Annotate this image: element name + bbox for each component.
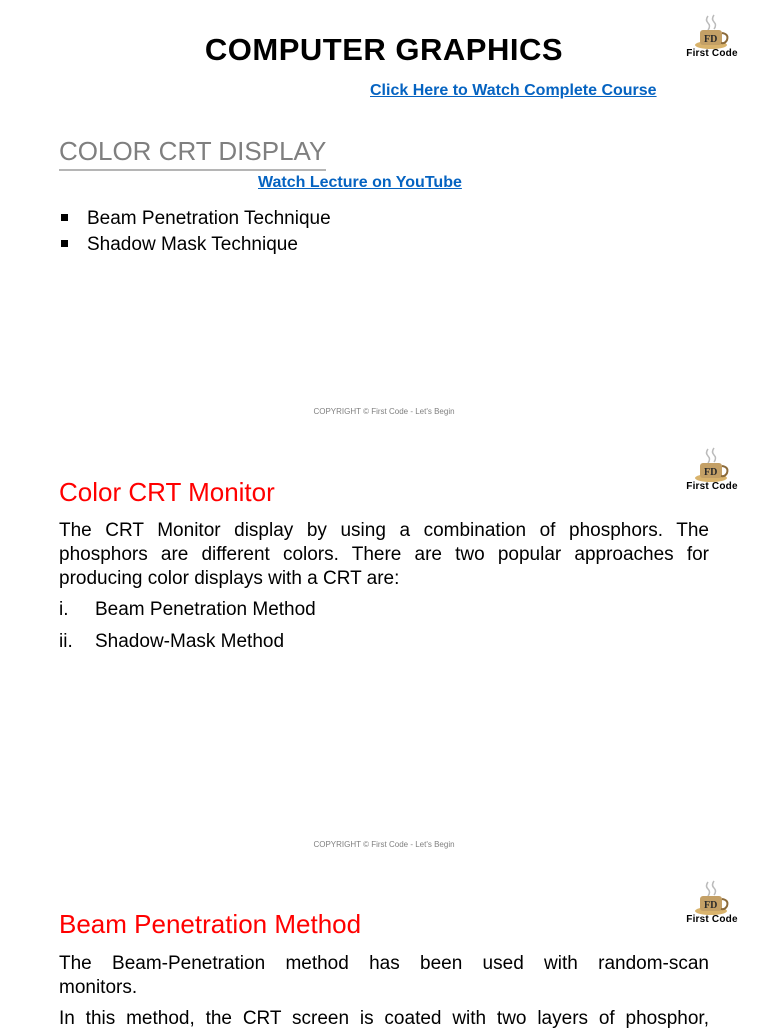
svg-text:FD: FD <box>704 34 718 45</box>
coffee-cup-icon <box>692 880 732 916</box>
list-item <box>59 208 331 234</box>
logo-label: First Code <box>686 481 738 492</box>
section-heading: Beam Penetration Method <box>59 909 362 939</box>
list-item-number: ii. <box>59 631 73 652</box>
section-heading: COLOR CRT DISPLAY <box>59 136 326 171</box>
logo-label: First Code <box>686 914 738 925</box>
square-bullet-icon <box>61 240 68 247</box>
list-item-label: Beam Penetration Method <box>95 599 316 620</box>
watch-course-link[interactable]: Click Here to Watch Complete Course <box>370 82 657 99</box>
paragraph-line: The Beam-Penetration method has been used with random-scan <box>59 953 709 974</box>
watch-youtube-link[interactable]: Watch Lecture on YouTube <box>258 174 462 191</box>
svg-text:FD: FD <box>704 467 718 478</box>
svg-text:FD: FD <box>704 900 718 911</box>
list-item <box>59 630 284 654</box>
first-code-logo <box>682 447 742 499</box>
paragraph <box>59 519 709 591</box>
list-item-label: Shadow Mask Technique <box>87 234 298 255</box>
copyright-footer: COPYRIGHT © First Code - Let's Begin <box>313 407 455 416</box>
paragraph-line: monitors. <box>59 977 138 998</box>
list-item <box>59 598 316 622</box>
paragraph <box>59 1007 709 1031</box>
slide-1 <box>0 0 768 433</box>
paragraph-line: In this method, the CRT screen is coated with two layers of phosphor, <box>59 1008 709 1029</box>
list-item-label: Shadow-Mask Method <box>95 631 285 652</box>
coffee-cup-icon <box>692 447 732 483</box>
logo-label: First Code <box>686 48 738 59</box>
section-heading: Color CRT Monitor <box>59 477 275 507</box>
square-bullet-icon <box>61 214 68 221</box>
list-item <box>59 234 331 260</box>
paragraph <box>59 952 709 1000</box>
paragraph-line: producing color displays with a CRT are: <box>59 568 400 589</box>
slide-3 <box>0 866 768 1029</box>
paragraph-line: The CRT Monitor display by using a combination of phosphors. The <box>59 520 709 541</box>
page-title: COMPUTER GRAPHICS <box>204 32 564 67</box>
paragraph-line: phosphors are different colors. There are two popular approaches for <box>59 544 709 565</box>
slide-2 <box>0 433 768 866</box>
bullet-list <box>59 208 331 260</box>
first-code-logo <box>682 880 742 932</box>
list-item-label: Beam Penetration Technique <box>87 208 331 229</box>
list-item-number: i. <box>59 599 69 620</box>
copyright-footer: COPYRIGHT © First Code - Let's Begin <box>313 840 455 849</box>
